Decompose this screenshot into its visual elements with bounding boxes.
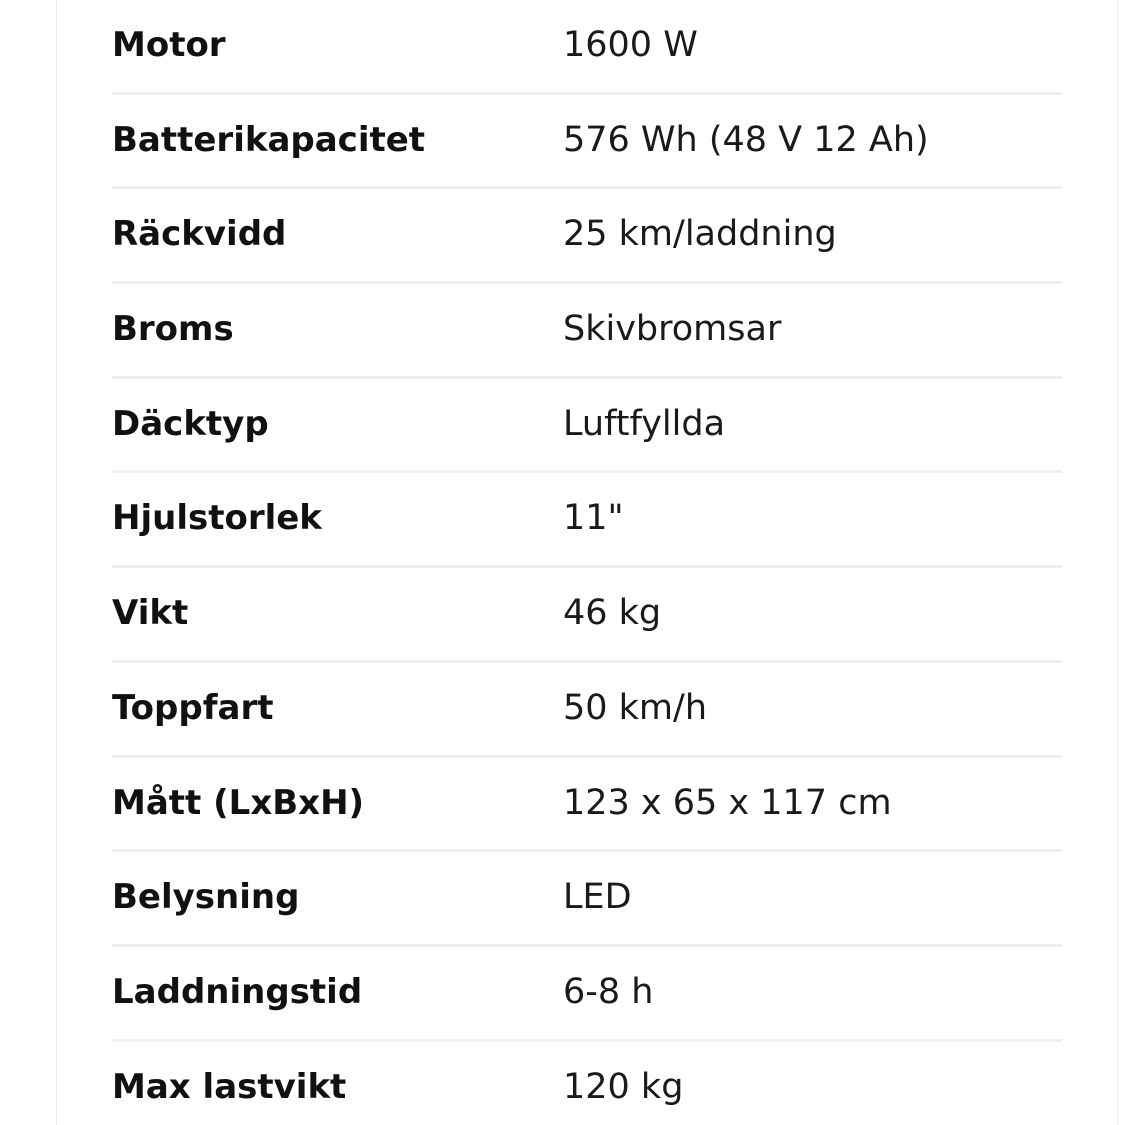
spec-label: Broms [112, 309, 234, 350]
spec-row-lighting [112, 852, 1062, 947]
spec-value: 1600 W [563, 25, 698, 65]
spec-value: 576 Wh (48 V 12 Ah) [563, 119, 929, 160]
spec-row-battery [112, 95, 1062, 190]
spec-label: Däcktyp [112, 403, 269, 444]
spec-value: 50 km/h [563, 687, 707, 728]
spec-row-max-load [112, 1042, 1062, 1125]
spec-value: 11" [563, 498, 624, 539]
spec-row-wheel-size [112, 473, 1062, 568]
spec-label: Räckvidd [112, 214, 287, 255]
spec-value: Skivbromsar [563, 309, 782, 350]
spec-table [112, 0, 1062, 1125]
spec-row-weight [112, 568, 1062, 663]
spec-value: LED [563, 877, 632, 918]
spec-value: 46 kg [563, 593, 662, 634]
spec-label: Mått (LxBxH) [112, 782, 365, 823]
spec-row-top-speed [112, 663, 1062, 758]
spec-value: 6-8 h [563, 971, 654, 1012]
spec-label: Vikt [112, 593, 189, 634]
spec-value: 123 x 65 x 117 cm [563, 782, 892, 823]
spec-value: Luftfyllda [563, 403, 726, 444]
spec-label: Max lastvikt [112, 1066, 347, 1107]
spec-row-dimensions [112, 758, 1062, 853]
spec-label: Laddningstid [112, 971, 363, 1012]
spec-row-brake [112, 284, 1062, 379]
spec-row-charge-time [112, 947, 1062, 1042]
spec-label: Belysning [112, 877, 300, 918]
spec-value: 25 km/laddning [563, 214, 837, 255]
spec-label: Hjulstorlek [112, 498, 322, 539]
spec-row-motor [112, 0, 1062, 95]
spec-label: Batterikapacitet [112, 119, 426, 160]
spec-row-tire-type [112, 379, 1062, 474]
spec-row-range [112, 189, 1062, 284]
spec-value: 120 kg [563, 1066, 684, 1107]
spec-label: Motor [112, 25, 226, 65]
spec-label: Toppfart [112, 687, 274, 728]
